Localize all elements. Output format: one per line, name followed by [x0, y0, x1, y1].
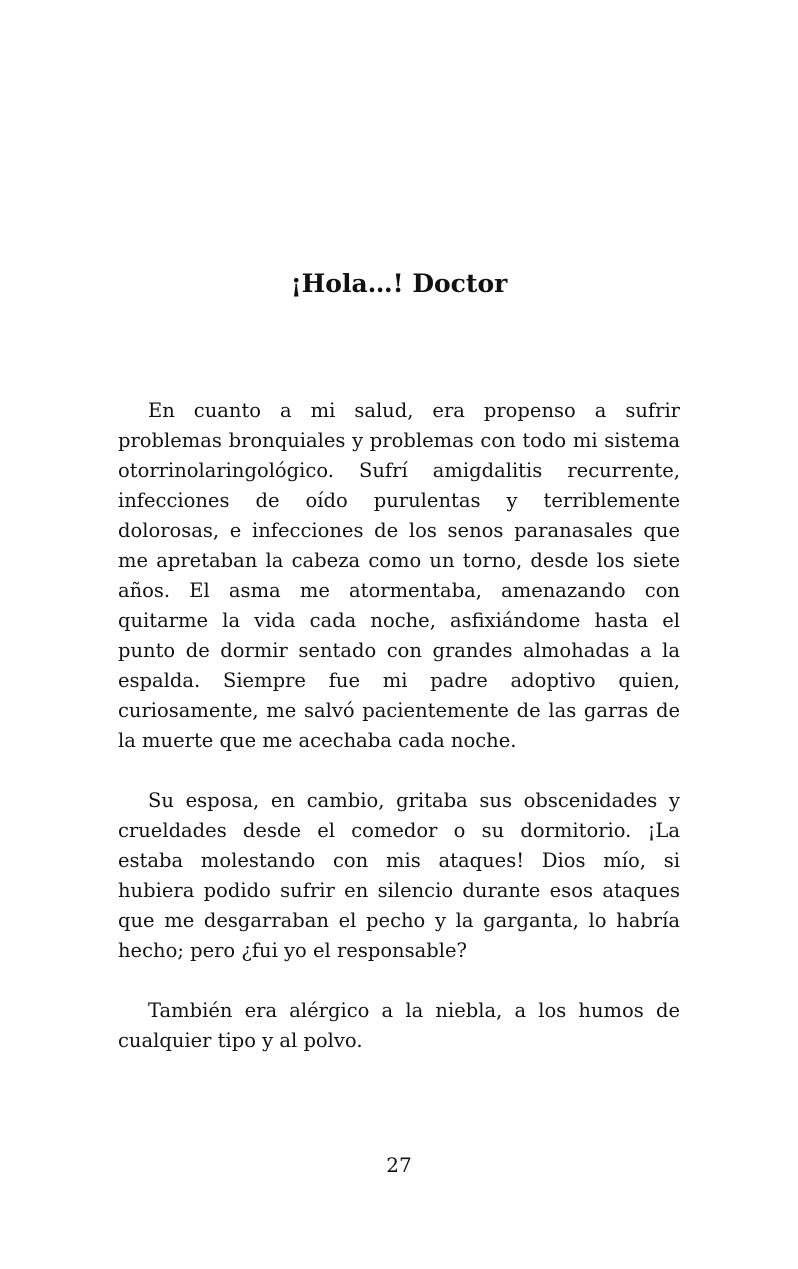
paragraph: En cuanto a mi salud, era propenso a sufrir problemas bronquiales y problemas con todo mi sistema otorrinolaringológico. Sufrí amigdalitis recurrente, infecciones de oído purulentas y terriblemente dolorosas, e infecciones de los senos paranasales que me apretaban la cabeza como un torno, desde los siete años. El asma me atormentaba, amenazando con quitarme la vida cada noche, asfixiándome hasta el punto de dormir sentado con grandes almohadas a la espalda. Siempre fue mi padre adoptivo quien, curiosamente, me salvó pacientemente de las garras de la muerte que me acechaba cada noche. [118, 399, 680, 752]
body-text [118, 396, 680, 1086]
paragraph: Su esposa, en cambio, gritaba sus obscenidades y crueldades desde el comedor o su dormitorio. ¡La estaba molestando con mis ataques! Dios mío, si hubiera podido sufrir en silencio durante esos ataques que me desgarraban el pecho y la garganta, lo habría hecho; pero ¿fui yo el responsable? [118, 789, 680, 962]
paragraph: También era alérgico a la niebla, a los humos de cualquier tipo y al polvo. [118, 999, 680, 1052]
chapter-title: ¡Hola…! Doctor [290, 269, 508, 298]
page-number: 27 [386, 1153, 412, 1177]
